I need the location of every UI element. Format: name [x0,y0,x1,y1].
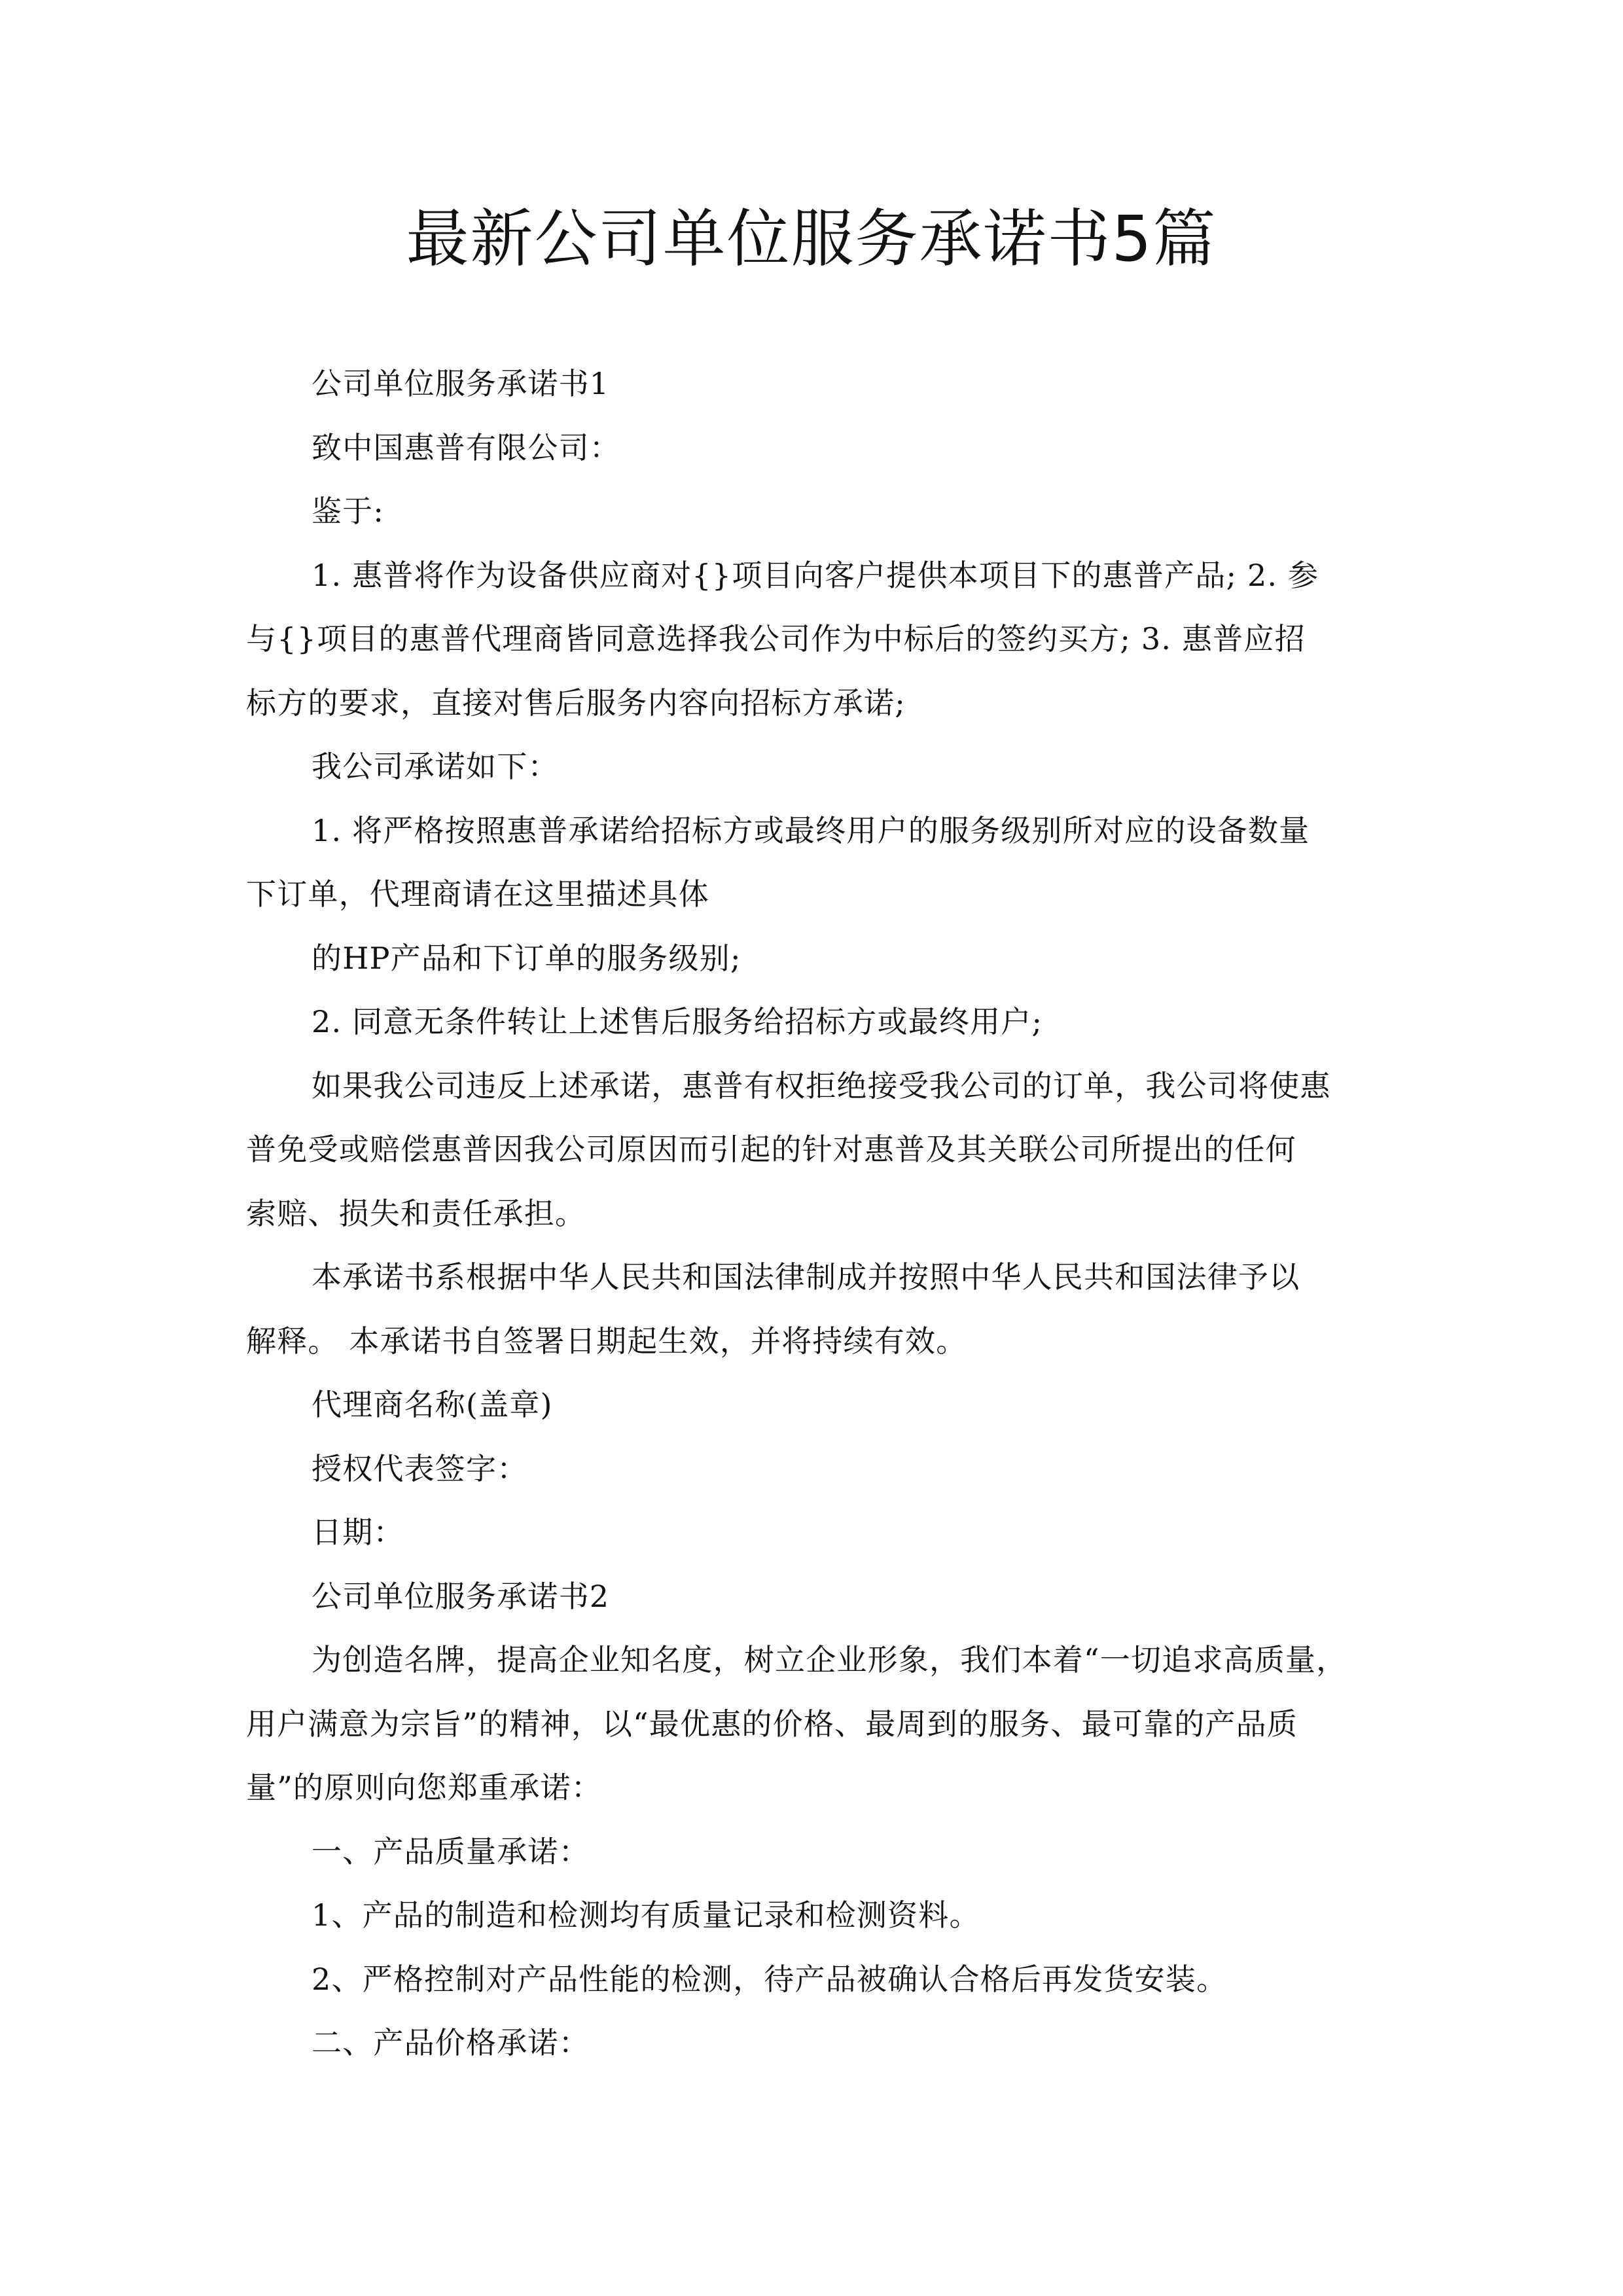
paragraph-line: 1. 将严格按照惠普承诺给招标方或最终用户的服务级别所对应的设备数量 [312,812,1310,848]
paragraph-line: 如果我公司违反上述承诺，惠普有权拒绝接受我公司的订单，我公司将使惠 [312,1067,1331,1103]
paragraph-line: 解释。 本承诺书自签署日期起生效，并将持续有效。 [246,1323,967,1359]
addressee-line: 致中国惠普有限公司： [312,429,620,465]
section-heading-2: 公司单位服务承诺书2 [312,1578,610,1614]
paragraph-line: 普免受或赔偿惠普因我公司原因而引起的针对惠普及其关联公司所提出的任何 [246,1132,1296,1167]
paragraph-line: 1. 惠普将作为设备供应商对{}项目向客户提供本项目下的惠普产品; 2. 参 [312,557,1319,593]
paragraph-line: 标方的要求，直接对售后服务内容向招标方承诺; [246,685,906,721]
paragraph-line: 用户满意为宗旨”的精神，以“最优惠的价格、最周到的服务、最可靠的产品质 [246,1706,1298,1742]
paragraph-line: 量”的原则向您郑重承诺： [246,1770,602,1805]
document-title: 最新公司单位服务承诺书5篇 [406,202,1217,276]
paragraph-line: 的HP产品和下订单的服务级别; [312,940,741,976]
paragraph-line: 1、产品的制造和检测均有质量记录和检测资料。 [312,1897,980,1933]
paragraph-line: 鉴于: [312,493,385,529]
signature-date: 日期： [312,1515,404,1550]
paragraph-line: 本承诺书系根据中华人民共和国法律制成并按照中华人民共和国法律予以 [312,1259,1300,1295]
paragraph-line: 索赔、损失和责任承担。 [246,1195,586,1231]
document-body [246,352,1378,2075]
section-heading-1: 公司单位服务承诺书1 [312,366,610,401]
paragraph-line: 为创造名牌，提高企业知名度，树立企业形象，我们本着“一切追求高质量， [312,1642,1347,1677]
subheading-quality: 一、产品质量承诺： [312,1833,590,1869]
paragraph-line: 下订单，代理商请在这里描述具体 [246,876,709,912]
subheading-price: 二、产品价格承诺： [312,2025,590,2060]
paragraph-line: 2. 同意无条件转让上述售后服务给招标方或最终用户; [312,1004,1043,1039]
paragraph-line: 2、严格控制对产品性能的检测，待产品被确认合格后再发货安装。 [312,1961,1228,1997]
signature-agent-name: 代理商名称(盖章) [312,1387,553,1422]
paragraph-line: 与{}项目的惠普代理商皆同意选择我公司作为中标后的签约买方; 3. 惠普应招 [246,621,1306,656]
paragraph-line: 我公司承诺如下： [312,749,559,784]
signature-representative: 授权代表签字： [312,1450,528,1486]
